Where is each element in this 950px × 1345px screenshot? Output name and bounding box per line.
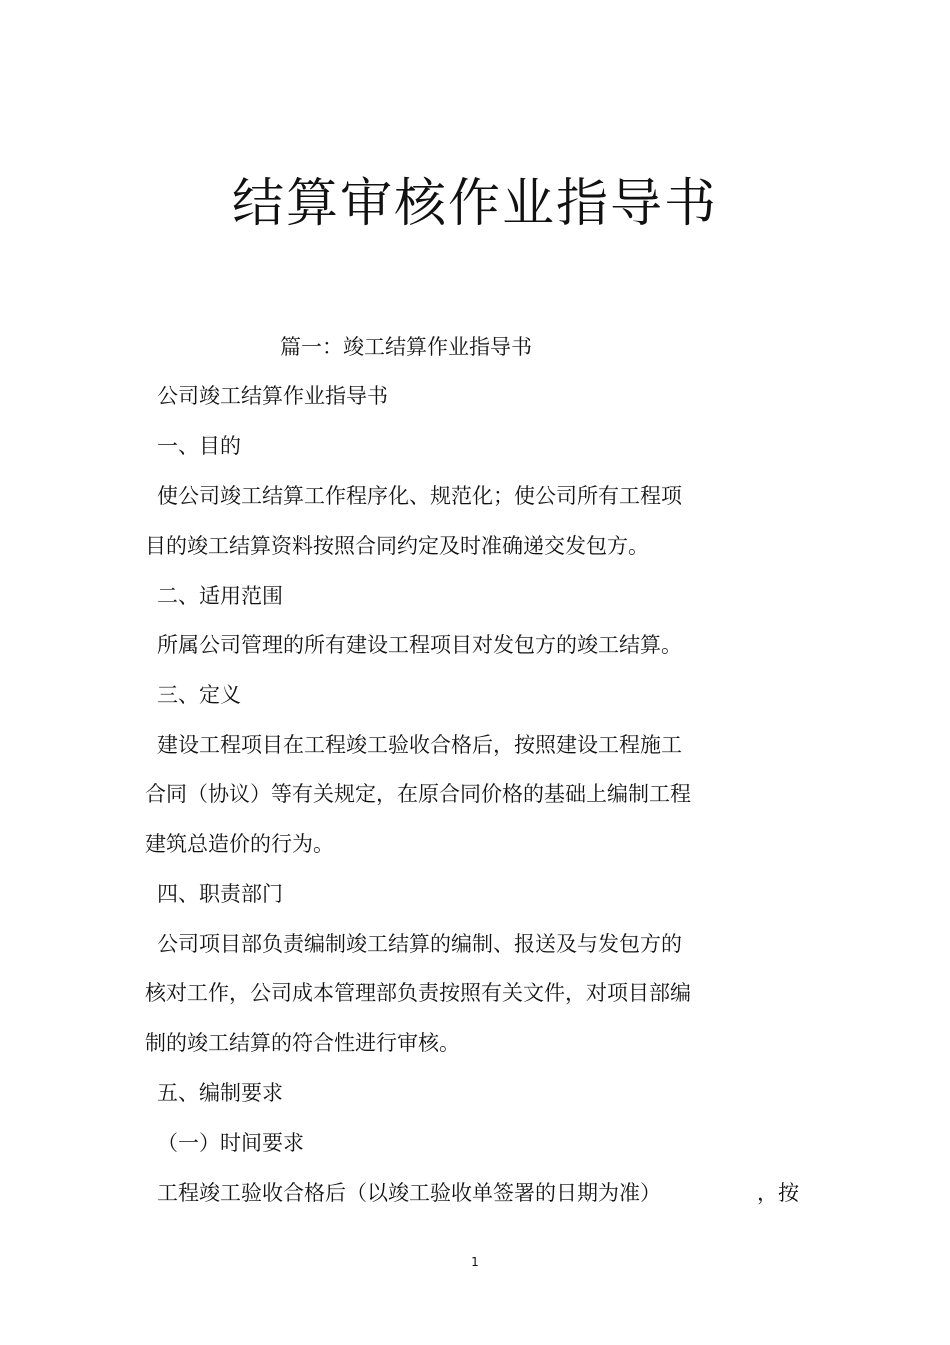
paragraph-line: 核对工作，公司成本管理部负责按照有关文件，对项目部编 [145,981,691,1005]
paragraph-line: 制的竣工结算的符合性进行审核。 [145,1031,460,1055]
paragraph-line: 工程竣工验收合格后（以竣工验收单签署的日期为准） [157,1181,661,1205]
paragraph-line: 使公司竣工结算工作程序化、规范化；使公司所有工程项 [157,484,682,508]
paragraph-line: 建设工程项目在工程竣工验收合格后，按照建设工程施工 [157,733,682,757]
paragraph-line: 公司竣工结算作业指导书 [157,384,388,408]
paragraph-line: 目的竣工结算资料按照合同约定及时准确递交发包方。 [145,534,649,558]
section-heading: 篇一：竣工结算作业指导书 [280,335,532,359]
document-title: 结算审核作业指导书 [231,174,718,234]
paragraph-line: 公司项目部负责编制竣工结算的编制、报送及与发包方的 [157,932,682,956]
paragraph-line: 合同（协议）等有关规定，在原合同价格的基础上编制工程 [145,782,691,806]
paragraph-line-tail: ，按 [757,1181,799,1205]
paragraph-line: 二、适用范围 [157,584,283,608]
page-number: 1 [471,1255,479,1269]
paragraph-line: （一）时间要求 [157,1131,304,1155]
paragraph-line: 所属公司管理的所有建设工程项目对发包方的竣工结算。 [157,633,682,657]
paragraph-line: 一、目的 [157,434,241,458]
paragraph-line: 四、职责部门 [157,882,283,906]
paragraph-line: 建筑总造价的行为。 [145,832,334,856]
paragraph-line: 五、编制要求 [157,1081,283,1105]
paragraph-line: 三、定义 [157,683,241,707]
